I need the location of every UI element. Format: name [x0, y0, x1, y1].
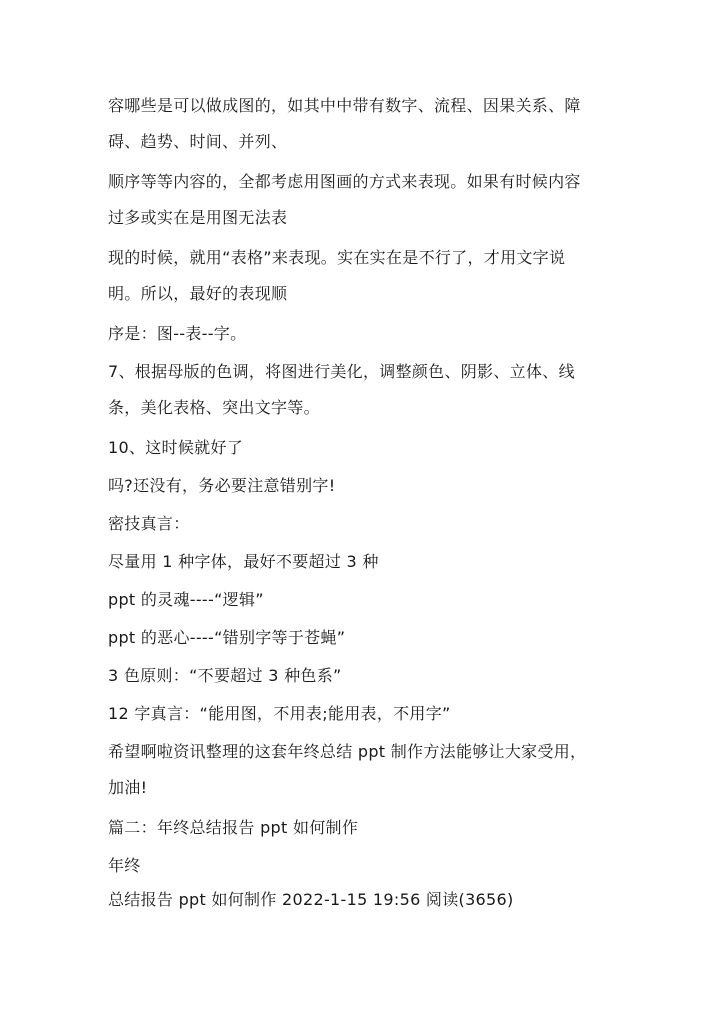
text-line: 尽量用 1 种字体，最好不要超过 3 种 [108, 552, 379, 571]
text-line: 容哪些是可以做成图的，如其中中带有数字、流程、因果关系、障 [108, 96, 581, 115]
text-line: 过多或实在是用图无法表 [108, 208, 288, 227]
text-line: 顺序等等内容的，全都考虑用图画的方式来表现。如果有时候内容 [108, 172, 581, 191]
text-line: 吗?还没有，务必要注意错别字! [108, 476, 336, 495]
text-line: 年终 [108, 856, 141, 875]
text-line: 密技真言： [108, 514, 190, 533]
text-line: 篇二：年终总结报告 ppt 如何制作 [108, 818, 359, 837]
text-line: 希望啊啦资讯整理的这套年终总结 ppt 制作方法能够让大家受用， [108, 742, 587, 761]
text-line: 12 字真言：“能用图，不用表;能用表，不用字” [108, 704, 451, 723]
text-line: 明。所以，最好的表现顺 [108, 284, 288, 303]
text-line: 序是：图--表--字。 [108, 324, 247, 343]
text-line: 7、根据母版的色调，将图进行美化，调整颜色、阴影、立体、线 [108, 362, 575, 381]
text-line: 10、这时候就好了 [108, 438, 244, 457]
text-line: 条，美化表格、突出文字等。 [108, 398, 320, 417]
text-line: 现的时候，就用“表格”来表现。实在实在是不行了，才用文字说 [108, 248, 566, 267]
text-line: 碍、趋势、时间、并列、 [108, 132, 288, 151]
text-line: 3 色原则：“不要超过 3 种色系” [108, 666, 342, 685]
text-line: 总结报告 ppt 如何制作 2022-1-15 19:56 阅读(3656) [108, 890, 514, 909]
text-line: 加油! [108, 778, 148, 797]
text-line: ppt 的恶心----“错别字等于苍蝇” [108, 628, 346, 647]
text-line: ppt 的灵魂----“逻辑” [108, 590, 264, 609]
